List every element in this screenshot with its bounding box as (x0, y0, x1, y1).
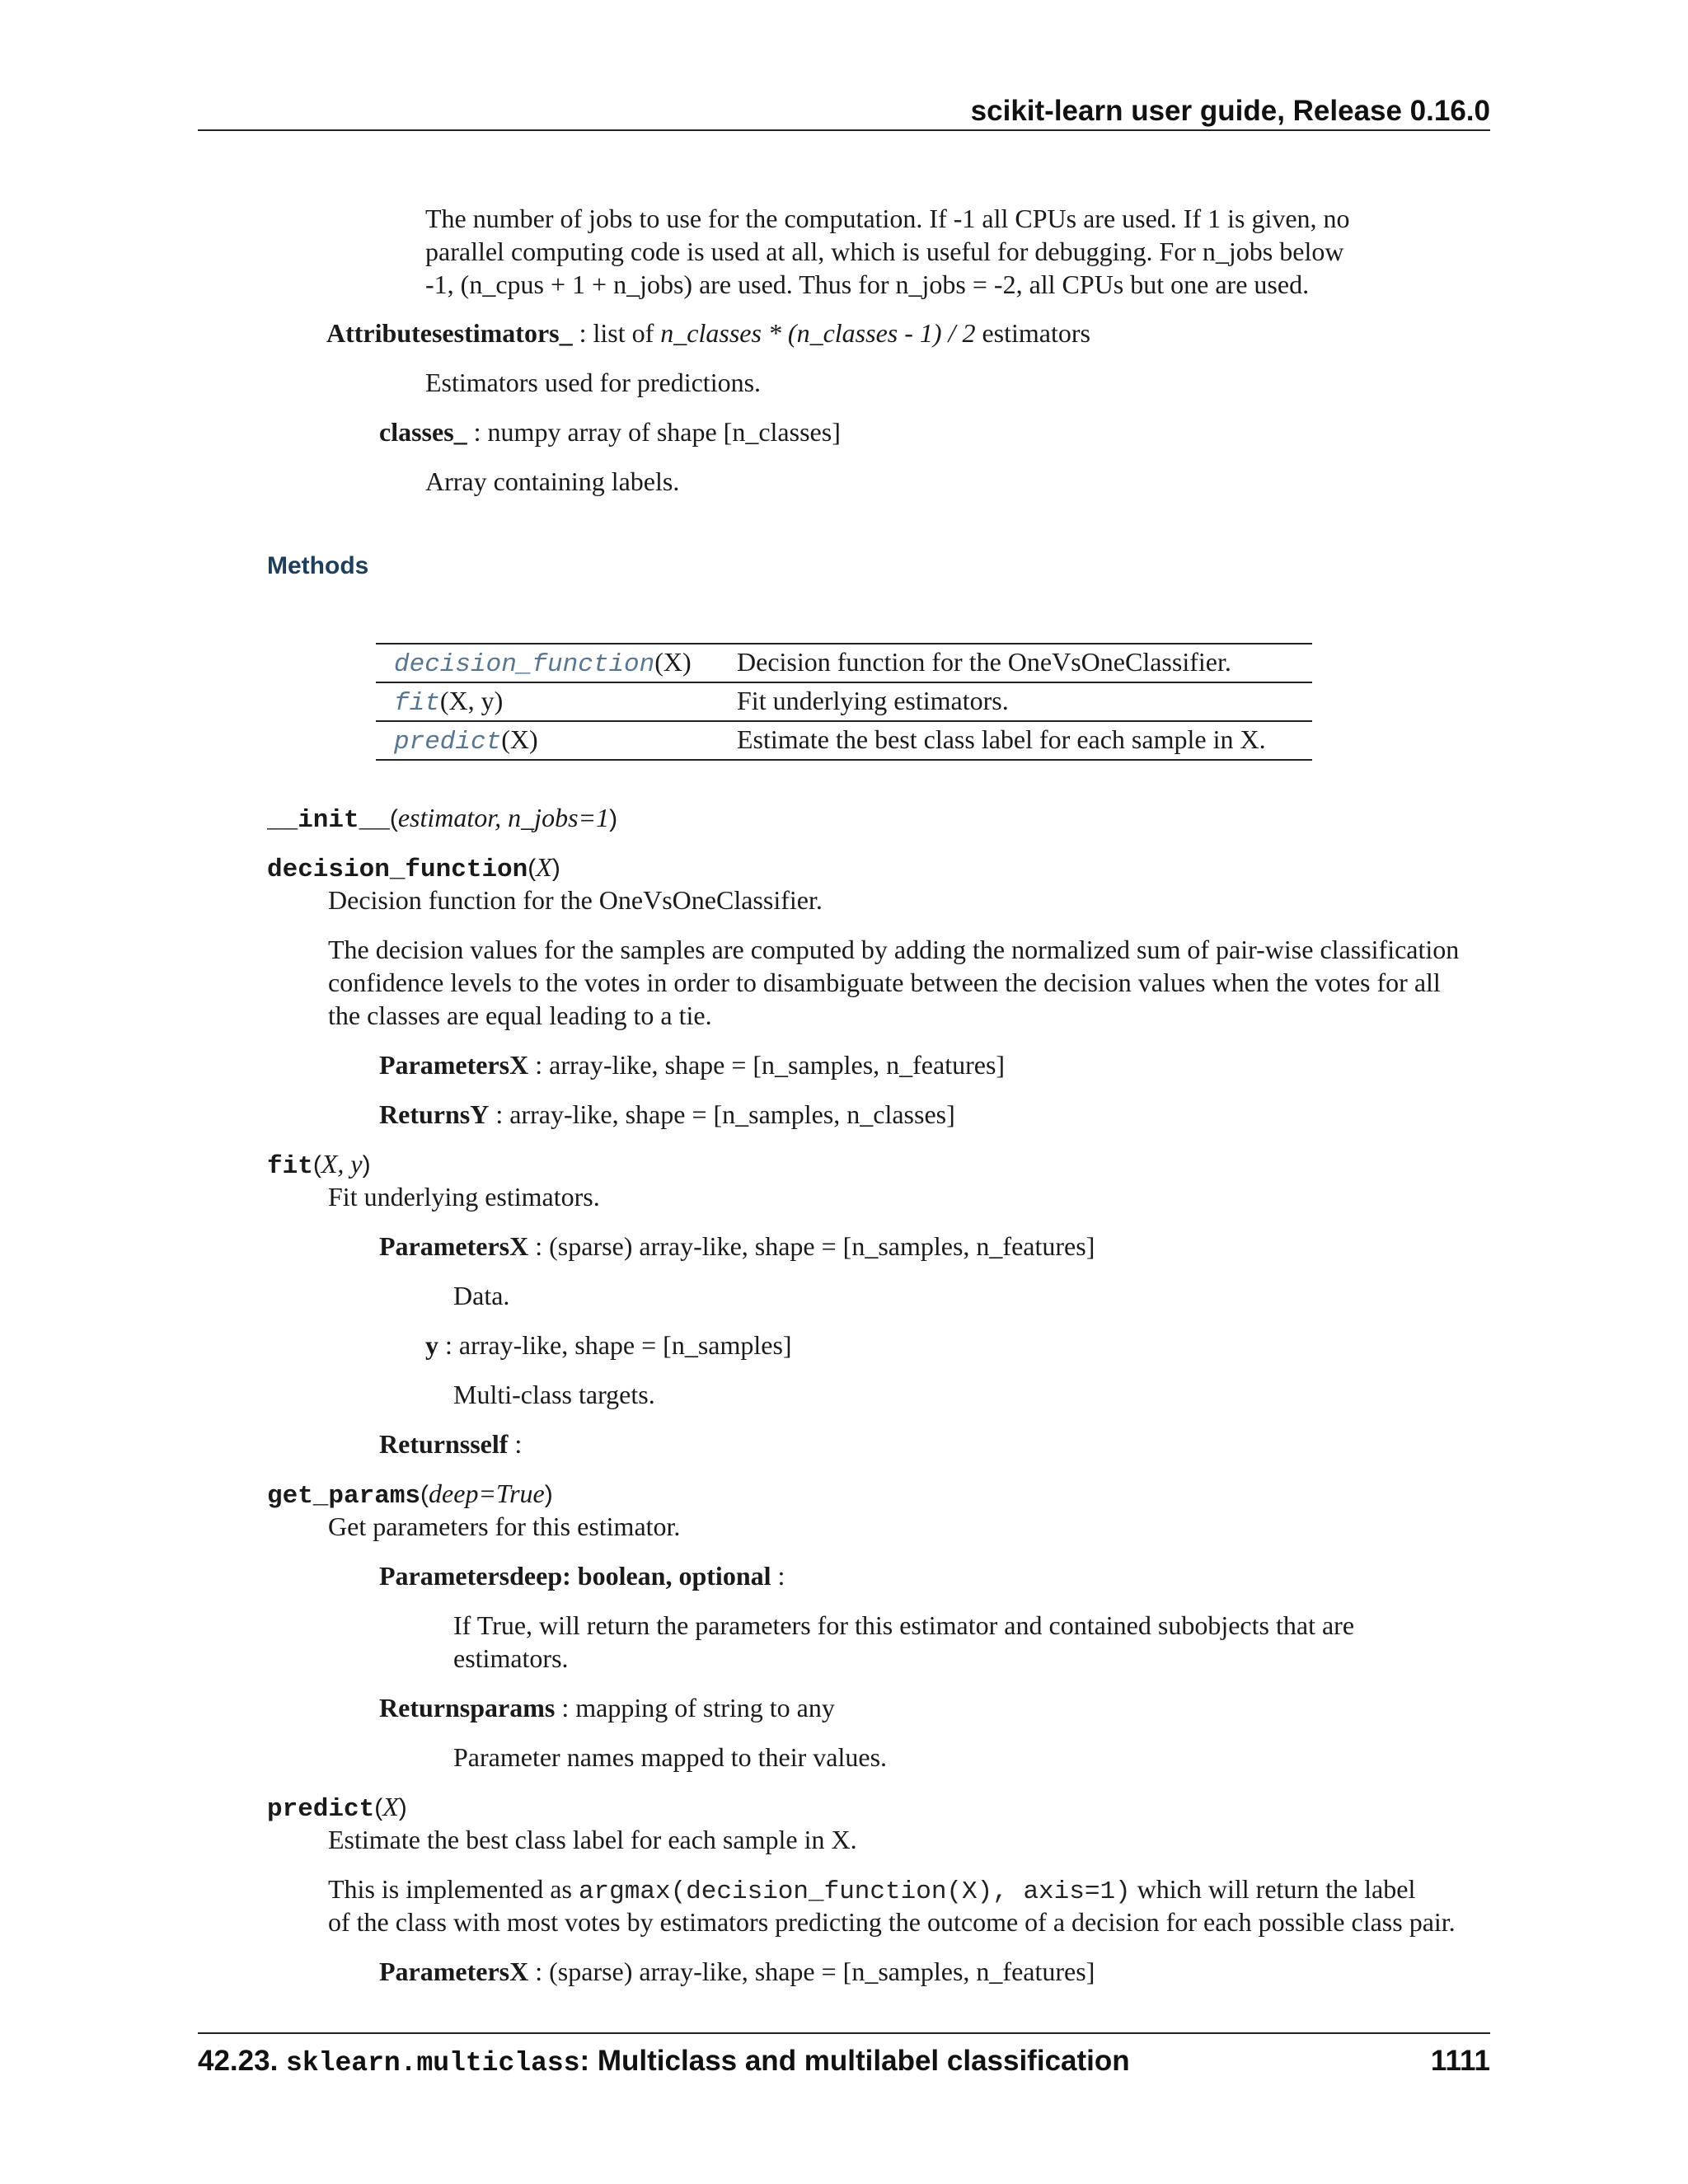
params-text: : (sparse) array-like, shape = [n_samples, n_features] (528, 1231, 1095, 1261)
fit-returns (379, 1427, 522, 1460)
decision-function-returns (379, 1098, 955, 1131)
returns-label: Returnsparams (379, 1693, 556, 1722)
methods-heading: Methods (267, 552, 369, 579)
predict-impl-line2: of the class with most votes by estimators predicting the outcome of a decision for each possible class pair. (328, 1907, 1456, 1937)
attributes-type-tail: estimators (975, 318, 1090, 348)
params-label: ParametersX (379, 1957, 529, 1986)
decision-function-para-line1: The decision values for the samples are computed by adding the normalized sum of pair-wise classification (328, 935, 1460, 964)
init-close-paren: ) (609, 805, 618, 832)
get-params-deep-desc-line2: estimators. (453, 1643, 569, 1673)
y-param-label: y (425, 1330, 438, 1360)
page-number: 1111 (1430, 2045, 1490, 2077)
get-params-signature (267, 1477, 553, 1513)
method-link-predict[interactable]: predict (394, 728, 502, 757)
returns-text: : array-like, shape = [n_samples, n_classes] (489, 1099, 955, 1129)
method-desc: Decision function for the OneVsOneClassifier. (737, 647, 1231, 677)
header-rule (198, 129, 1490, 131)
y-param-text: : array-like, shape = [n_samples] (438, 1330, 792, 1360)
decision-function-open-paren: ( (528, 855, 537, 882)
decision-function-para-line2: confidence levels to the votes in order to disambiguate between the decision values when the votes for all (328, 968, 1441, 997)
returns-text: : mapping of string to any (555, 1693, 835, 1722)
fit-close-paren: ) (362, 1151, 371, 1179)
n-jobs-desc-line1: The number of jobs to use for the computation. If -1 all CPUs are used. If 1 is given, no (425, 204, 1350, 233)
decision-function-signature (267, 851, 560, 887)
method-link-fit[interactable]: fit (394, 689, 440, 718)
get-params-params (379, 1559, 785, 1592)
predict-open-paren: ( (374, 1794, 383, 1821)
decision-function-close-paren: ) (551, 855, 560, 882)
attributes-type: n_classes * (n_classes - 1) / 2 (660, 318, 976, 348)
page-header-title: scikit-learn user guide, Release 0.16.0 (970, 95, 1490, 127)
method-args: (X, y) (439, 686, 504, 715)
fit-signature (267, 1147, 371, 1183)
decision-function-name: decision_function (267, 855, 528, 884)
method-cell (376, 721, 719, 760)
method-cell (376, 644, 719, 682)
predict-impl-pre: This is implemented as (328, 1874, 579, 1904)
footer-section-number: 42.23. (198, 2045, 287, 2077)
footer-section-title (198, 2044, 1130, 2081)
params-label: Parametersdeep: boolean, optional (379, 1561, 771, 1591)
fit-params (379, 1230, 1095, 1263)
methods-table (376, 643, 1312, 761)
classes-desc: Array containing labels. (425, 466, 680, 496)
method-desc: Fit underlying estimators. (737, 686, 1009, 715)
n-jobs-desc-line3: -1, (n_cpus + 1 + n_jobs) are used. Thus for n_jobs = -2, all CPUs but one are used. (425, 269, 1310, 299)
footer-rule (198, 2032, 1490, 2034)
classes-attr-type: : numpy array of shape [n_classes] (467, 417, 841, 447)
init-open-paren: ( (389, 805, 398, 832)
decision-function-para-line3: the classes are equal leading to a tie. (328, 1001, 712, 1030)
get-params-deep-desc-line1: If True, will return the parameters for this estimator and contained subobjects that are (453, 1610, 1355, 1640)
get-params-args: deep=True (429, 1479, 545, 1508)
params-label: ParametersX (379, 1231, 529, 1261)
get-params-summary: Get parameters for this estimator. (328, 1511, 681, 1541)
attributes-sep: : list of (572, 318, 661, 348)
params-text: : (771, 1561, 785, 1591)
predict-signature (267, 1790, 407, 1826)
predict-close-paren: ) (398, 1794, 407, 1821)
fit-name: fit (267, 1152, 313, 1181)
method-link-decision-function[interactable]: decision_function (394, 650, 655, 679)
decision-function-summary: Decision function for the OneVsOneClassifier. (328, 885, 823, 915)
method-args: (X) (654, 647, 692, 677)
params-text: : array-like, shape = [n_samples, n_features] (528, 1050, 1006, 1080)
fit-y-param (425, 1329, 792, 1361)
method-cell (376, 682, 719, 721)
get-params-open-paren: ( (420, 1481, 429, 1508)
decision-function-args: X (536, 852, 552, 882)
get-params-name: get_params (267, 1482, 421, 1511)
table-row (376, 644, 1312, 682)
decision-function-params (379, 1048, 1005, 1081)
returns-text: : (508, 1429, 523, 1459)
init-args: estimator, n_jobs=1 (397, 803, 610, 832)
params-label: ParametersX (379, 1050, 529, 1080)
estimators-desc: Estimators used for predictions. (425, 368, 762, 397)
init-name: __init__ (267, 806, 390, 835)
predict-params (379, 1955, 1095, 1988)
fit-open-paren: ( (312, 1151, 321, 1179)
n-jobs-desc-line2: parallel computing code is used at all, which is useful for debugging. For n_jobs below (425, 237, 1344, 266)
params-text: : (sparse) array-like, shape = [n_samples, n_features] (528, 1957, 1095, 1986)
predict-impl-line1 (328, 1872, 1415, 1909)
predict-name: predict (267, 1795, 375, 1824)
fit-x-desc: Data. (453, 1281, 510, 1310)
classes-attr-name: classes_ (379, 417, 467, 447)
footer-module-name: sklearn.multiclass (286, 2048, 580, 2079)
footer-section-text: : Multiclass and multilabel classification (579, 2045, 1130, 2077)
get-params-returns-desc: Parameter names mapped to their values. (453, 1742, 888, 1772)
fit-summary: Fit underlying estimators. (328, 1182, 600, 1212)
fit-y-desc: Multi-class targets. (453, 1380, 655, 1409)
predict-impl-code: argmax(decision_function(X), axis=1) (578, 1877, 1131, 1906)
table-row (376, 721, 1312, 760)
fit-args: X, y (321, 1149, 363, 1179)
attributes-estimators-line (326, 316, 1090, 349)
predict-summary: Estimate the best class label for each sample in X. (328, 1825, 857, 1854)
get-params-returns (379, 1691, 835, 1724)
init-signature (267, 801, 617, 837)
method-args: (X) (501, 724, 538, 754)
method-desc: Estimate the best class label for each sample in X. (737, 724, 1266, 754)
returns-label: ReturnsY (379, 1099, 490, 1129)
predict-args: X (382, 1792, 399, 1821)
classes-attr-line (379, 415, 841, 448)
returns-label: Returnsself (379, 1429, 509, 1459)
attributes-label: Attributesestimators_ (326, 318, 573, 348)
get-params-close-paren: ) (544, 1481, 553, 1508)
predict-impl-post: which will return the label (1130, 1874, 1416, 1904)
table-row (376, 682, 1312, 721)
